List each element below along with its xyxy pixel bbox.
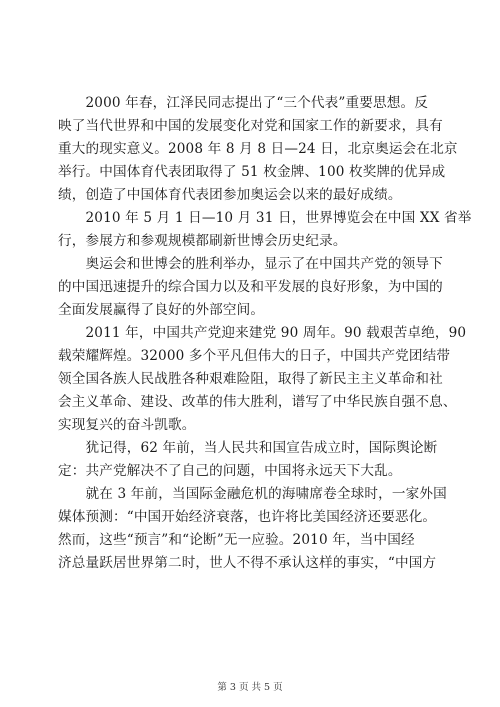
text-line: 举行。中国体育代表团取得了 51 枚金牌、100 枚奖牌的优异成 — [58, 164, 446, 180]
page-footer: 第 3 页 共 5 页 — [217, 682, 283, 693]
text-line: 实现复兴的奋斗凯歌。 — [58, 417, 196, 433]
text-line: 绩，创造了中国体育代表团参加奥运会以来的最好成绩。 — [58, 187, 402, 203]
text-line: 会主义革命、建设、改革的伟大胜利，谱写了中华民族自强不息、 — [58, 394, 457, 410]
paragraph — [58, 322, 467, 437]
text-line: 2010 年 5 月 1 日—10 月 31 日，世界博览会在中国 XX 省举 — [58, 210, 472, 226]
text-line: 奥运会和世博会的胜利举办，显示了在中国共产党的领导下 — [58, 256, 443, 272]
text-line: 领全国各族人民战胜各种艰难险阻，取得了新民主主义革命和社 — [58, 371, 443, 387]
text-line: 济总量跃居世界第二时，世人不得不承认这样的事实，“中国方 — [58, 555, 437, 571]
text-line: 重大的现实意义。2008 年 8 月 8 日—24 日，北京奥运会在北京 — [58, 141, 458, 157]
text-line: 映了当代世界和中国的发展变化对党和国家工作的新要求，具有 — [58, 118, 443, 134]
text-line: 然而，这些“预言”和“论断”无一应验。2010 年，当中国经 — [58, 532, 415, 548]
paragraph — [58, 483, 446, 575]
paragraph — [58, 253, 446, 322]
paragraph — [58, 92, 458, 207]
text-line: 媒体预测：“中国开始经济衰落，也许将比美国经济还要恶化。 — [58, 509, 437, 525]
text-line: 全面发展赢得了良好的外部空间。 — [58, 302, 265, 318]
text-line: 的中国迅速提升的综合国力以及和平发展的良好形象，为中国的 — [58, 279, 443, 295]
text-line: 定：共产党解决不了自己的问题，中国将永远天下大乱。 — [58, 463, 402, 479]
text-line: 2011 年，中国共产党迎来建党 90 周年。90 载艰苦卓绝，90 — [58, 325, 467, 341]
document-body — [58, 92, 472, 575]
text-line: 就在 3 年前，当国际金融危机的海啸席卷全球时，一家外国 — [58, 486, 447, 502]
paragraph — [58, 437, 446, 483]
text-line: 载荣耀辉煌。32000 多个平凡但伟大的日子，中国共产党团结带 — [58, 348, 451, 364]
text-line: 犹记得，62 年前，当人民共和国宣告成立时，国际舆论断 — [58, 440, 438, 456]
text-line: 2000 年春，江泽民同志提出了“三个代表”重要思想。反 — [58, 95, 428, 111]
paragraph — [58, 207, 472, 253]
text-line: 行，参展方和参观规模都刷新世博会历史纪录。 — [58, 233, 347, 249]
